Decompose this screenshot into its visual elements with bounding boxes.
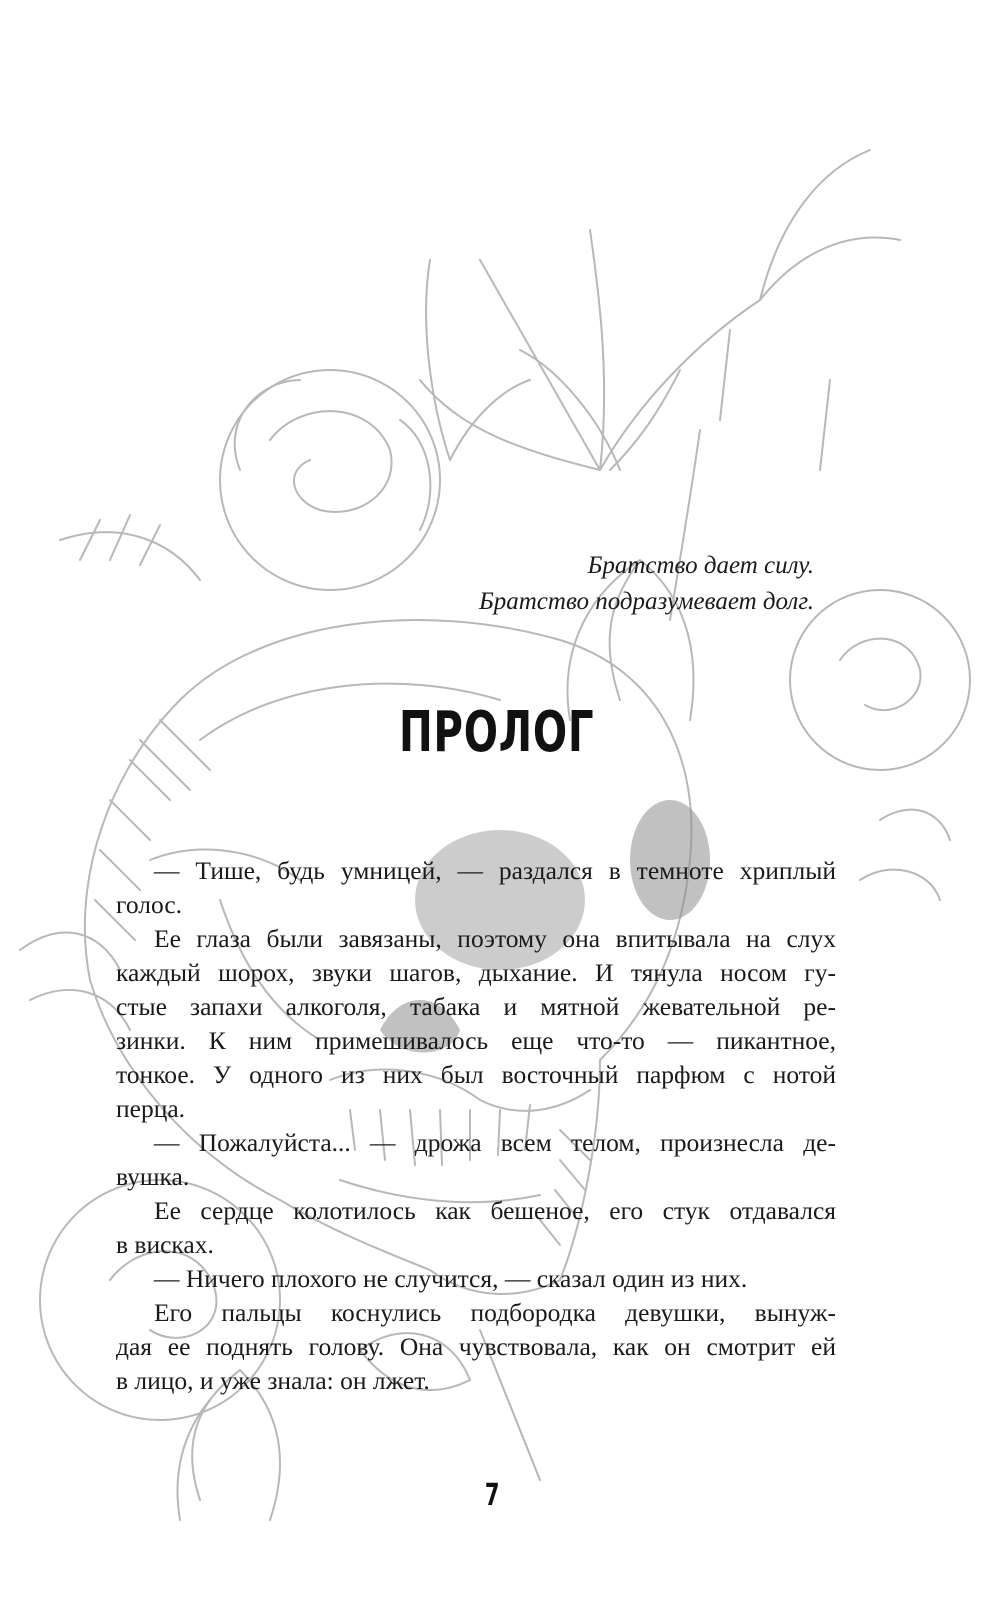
- text-line: Его пальцы коснулись подбородка девушки, вынуж-: [154, 1298, 836, 1327]
- text-line: зинки. К ним примешивалось еще что-то — пикантное,: [116, 1026, 836, 1055]
- text-line: вушка.: [116, 1162, 190, 1191]
- text-line: дая ее поднять голову. Она чувствовала, как он смотрит ей: [116, 1332, 836, 1361]
- chapter-title: ПРОЛОГ: [398, 700, 595, 765]
- text-line: Ее глаза были завязаны, поэтому она впитывала на слух: [154, 924, 836, 953]
- page-number: 7: [484, 1478, 500, 1513]
- body-text: [116, 854, 836, 1398]
- text-line: — Пожалуйста... — дрожа всем телом, произнесла де-: [154, 1128, 836, 1157]
- text-line: в висках.: [116, 1230, 214, 1259]
- text-line: голос.: [116, 890, 183, 919]
- text-line: в лицо, и уже знала: он лжет.: [116, 1366, 430, 1395]
- text-line: перца.: [116, 1094, 186, 1123]
- epigraph-line-1: Братство дает силу.: [587, 552, 814, 579]
- text-line: — Ничего плохого не случится, — сказал один из них.: [154, 1264, 748, 1293]
- text-line: тонкое. У одного из них был восточный парфюм с нотой: [116, 1060, 836, 1089]
- text-line: — Тише, будь умницей, — раздался в темноте хриплый: [154, 856, 836, 885]
- epigraph-line-2: Братство подразумевает долг.: [479, 588, 814, 615]
- epigraph: [479, 548, 814, 620]
- text-line: стые запахи алкоголя, табака и мятной жевательной ре-: [116, 992, 836, 1021]
- text-line: каждый шорох, звуки шагов, дыхание. И тянула носом гу-: [116, 958, 836, 987]
- text-line: Ее сердце колотилось как бешеное, его стук отдавался: [154, 1196, 836, 1225]
